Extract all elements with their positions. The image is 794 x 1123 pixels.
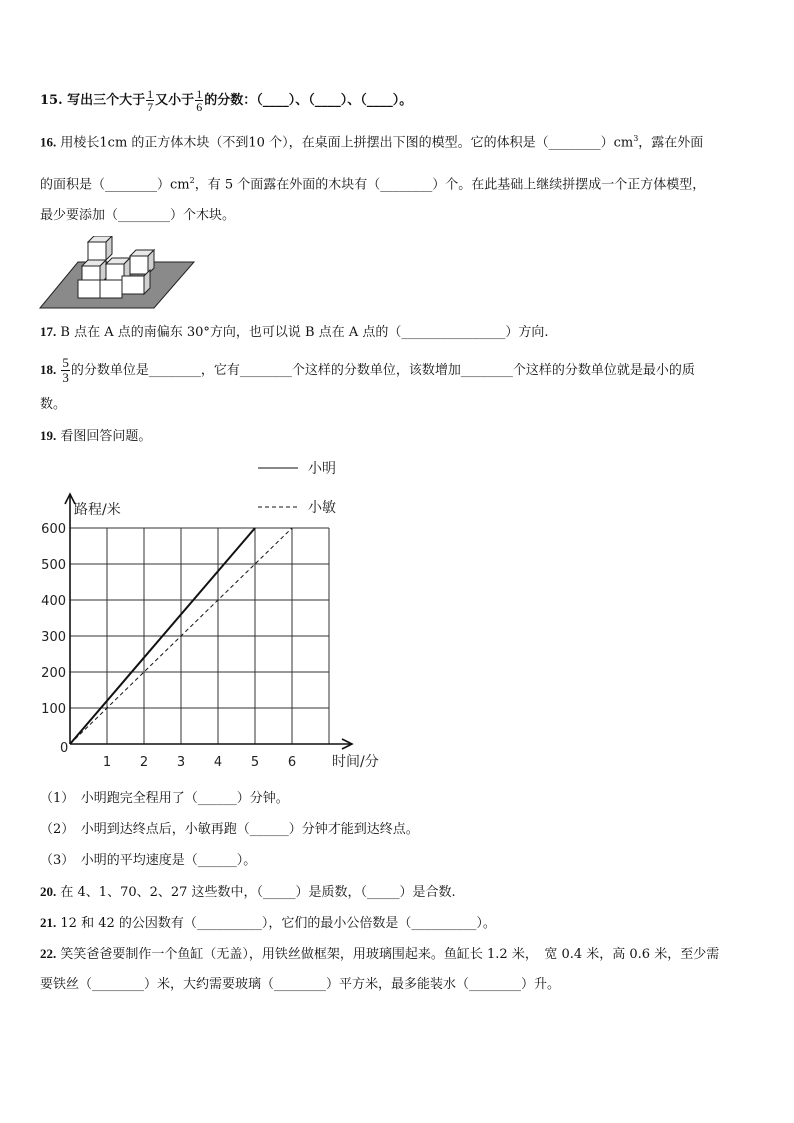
q18-number: 18. (40, 362, 57, 377)
q15-text-c: 的分数：（____）、（____）、（____）。 (204, 93, 413, 108)
question-20: 20. 在 4、1、70、2、27 这些数中，（_____）是质数，（_____）是合数. (40, 884, 456, 900)
x-tick-label: 4 (213, 755, 223, 770)
origin-label: 0 (60, 741, 69, 756)
legend-label-xiaoming: 小明 (308, 461, 336, 477)
y-tick-label: 100 (41, 702, 66, 717)
q15-text-b: 又小于 (155, 93, 195, 108)
question-19-sub-2: （2） 小明到达终点后，小敏再跑（______）分钟才能到达终点。 (40, 822, 419, 837)
q22-number: 22. (40, 946, 57, 961)
question-16-line-1: 16. 用棱长1cm 的正方体木块（不到10 个），在桌面上拼摆出下图的模型。它的体积是$(\_\_\_\_\_\_\_\_)cm^3$，露在外面 (40, 134, 704, 151)
legend-label-xiaomin: 小敏 (308, 500, 336, 516)
question-19-sub-3: （3） 小明的平均速度是（______）。 (40, 853, 257, 868)
q15-fraction-2: $\frac{1}{6}$ (196, 87, 203, 114)
x-tick-label: 1 (102, 755, 112, 770)
question-15 (40, 88, 412, 113)
cube-model-figure (38, 236, 196, 310)
y-tick-label: 500 (41, 558, 66, 573)
x-tick-label: 5 (250, 755, 260, 770)
cube-stack (78, 236, 154, 298)
question-16-line-2: 的面积是$(\_\_\_\_\_\_\_\_)cm^2$，有 5 个面露在外面的木块有（________）个。在此基础上继续拼摆成一个正方体模型， (40, 176, 706, 193)
question-21: 21. 12 和 42 的公因数有（__________），它们的最小公倍数是（__________）。 (40, 915, 496, 931)
q19-number: 19. (40, 428, 57, 443)
q15-fraction-1: $\frac{1}{7}$ (147, 87, 154, 114)
question-16-line-3: 最少要添加（________）个木块。 (40, 208, 236, 223)
x-tick-label: 3 (176, 755, 186, 770)
chart-grid (70, 528, 329, 744)
y-tick-label: 400 (41, 594, 66, 609)
y-tick-label: 600 (41, 522, 66, 537)
question-19-sub-1: （1） 小明跑完全程用了（______）分钟。 (40, 791, 289, 806)
x-axis-label: 时间/分 (332, 754, 379, 770)
question-18-line-1: 18. $\frac{5}{3}$ 的分数单位是________，它有________个这样的分数单位，该数增加________个这样的分数单位就是最小的质 (40, 355, 695, 385)
q15-number: 15. (40, 93, 63, 108)
q17-number: 17. (40, 324, 57, 339)
x-tick-label: 6 (287, 755, 297, 770)
y-tick-label: 200 (41, 666, 66, 681)
q18-fraction: $\frac{5}{3}$ (62, 355, 69, 385)
chart-axes (65, 494, 379, 770)
q20-number: 20. (40, 884, 57, 899)
q21-number: 21. (40, 915, 57, 930)
question-18-line-2: 数。 (40, 397, 67, 412)
x-tick-label: 2 (139, 755, 149, 770)
question-19: 19. 看图回答问题。 (40, 428, 152, 444)
question-17: 17. B 点在 A 点的南偏东 30°方向，也可以说 B 点在 A 点的（________________）方向. (40, 324, 549, 340)
y-axis-label: 路程/米 (74, 502, 121, 518)
line-chart (36, 456, 396, 776)
q15-text-a: 写出三个大于 (67, 93, 146, 108)
y-tick-label: 300 (41, 630, 66, 645)
question-22-line-2: 要铁丝（________）米，大约需要玻璃（________）平方米，最多能装水（________）升。 (40, 977, 561, 992)
chart-legend (258, 461, 336, 516)
q16-number: 16. (40, 134, 57, 150)
question-22-line-1: 22. 笑笑爸爸要制作一个鱼缸（无盖），用铁丝做框架，用玻璃围起来。鱼缸长 1.2 米， 宽 0.4 米，高 0.6 米，至少需 (40, 946, 720, 962)
